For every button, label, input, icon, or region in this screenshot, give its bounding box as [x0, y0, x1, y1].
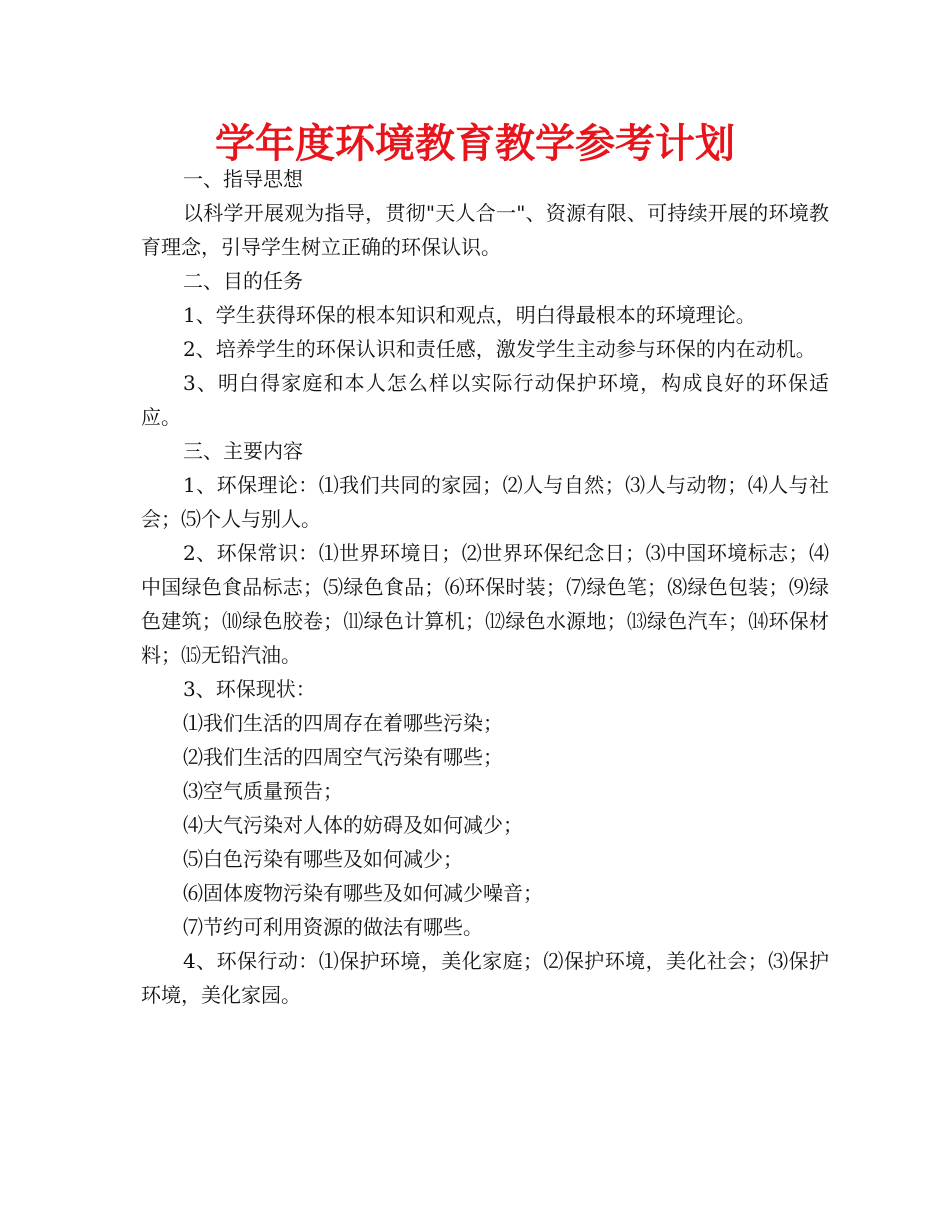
objective-item-2: 2、培养学生的环保认识和责任感，激发学生主动参与环保的内在动机。 [183, 337, 816, 361]
status-subitem-2: ⑵我们生活的四周空气污染有哪些； [183, 745, 503, 769]
status-subitem-3: ⑶空气质量预告； [183, 779, 343, 803]
status-subitem-6: ⑹固体废物污染有哪些及如何减少噪音； [183, 881, 543, 905]
content-item-common-knowledge: 2、环保常识：⑴世界环境日；⑵世界环保纪念日；⑶中国环境标志；⑷中国绿色食品标志；⑸绿色食品；⑹环保时装；⑺绿色笔；⑻绿色包装；⑼绿色建筑；⑽绿色胶卷；⑾绿色计算机；⑿绿色水源地；⒀绿色汽车；⒁环保材料；⒂无铅汽油。 [141, 541, 829, 667]
status-subitem-7: ⑺节约可利用资源的做法有哪些。 [183, 915, 483, 939]
status-subitem-4: ⑷大气污染对人体的妨碍及如何减少； [183, 813, 523, 837]
document-title: 学年度环境教育教学参考计划 [215, 121, 735, 167]
content-item-theory: 1、环保理论：⑴我们共同的家园；⑵人与自然；⑶人与动物；⑷人与社会；⑸个人与别人。 [141, 473, 829, 531]
content-item-actions: 4、环保行动：⑴保护环境，美化家庭；⑵保护环境，美化社会；⑶保护环境，美化家园。 [141, 949, 829, 1007]
status-subitem-1: ⑴我们生活的四周存在着哪些污染； [183, 711, 503, 735]
section-heading-guiding-ideology: 一、指导思想 [183, 167, 303, 191]
content-item-current-status: 3、环保现状： [183, 677, 316, 701]
section-heading-objectives: 二、目的任务 [183, 269, 303, 293]
section-heading-main-content: 三、主要内容 [183, 439, 303, 463]
document-body [141, 162, 829, 1012]
paragraph-guiding-ideology: 以科学开展观为指导，贯彻"天人合一"、资源有限、可持续开展的环境教育理念，引导学生树立正确的环保认识。 [141, 201, 829, 259]
status-subitem-5: ⑸白色污染有哪些及如何减少； [183, 847, 463, 871]
objective-item-3: 3、明白得家庭和本人怎么样以实际行动保护环境，构成良好的环保适应。 [141, 371, 829, 429]
objective-item-1: 1、学生获得环保的根本知识和观点，明白得最根本的环境理论。 [183, 303, 756, 327]
